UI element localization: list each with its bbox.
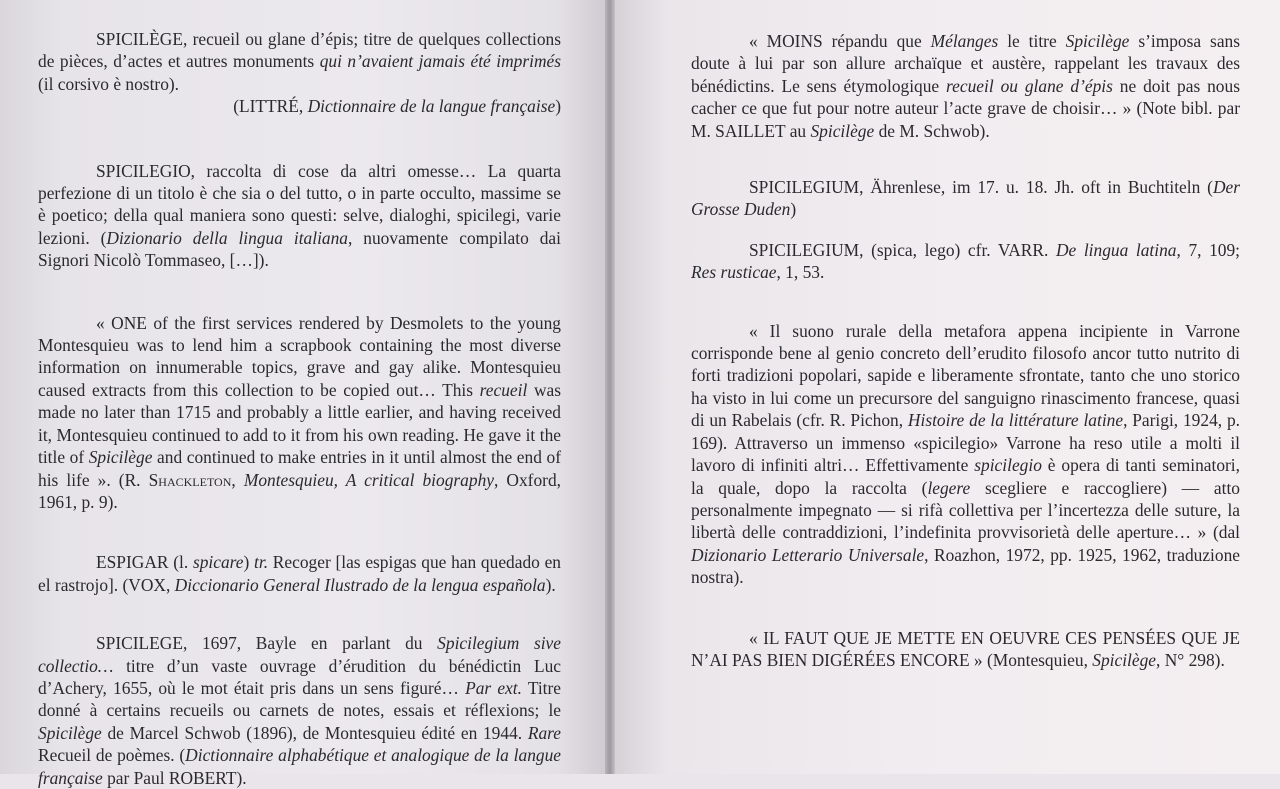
right-entry-spicilegium-varro: SPICILEGIUM, (spica, lego) cfr. VARR. De lingua latina, 7, 109; Res rusticae, 1, 53.: [691, 239, 1241, 283]
right-entry-spicilegium-duden: SPICILEGIUM, Ährenlese, im 17. u. 18. Jh. oft in Buchtiteln (Der Grosse Duden): [691, 177, 1240, 220]
right-entry-dizionario-letterario: « Il suono rurale della metafora appena incipiente in Varrone corrisponde bene al genio concreto dell’erudito filosofo ancor tutto nutrito di forti tradizioni popolari, sapide e liberamente sfrontate, tanto che uno storico ha visto in lui come un precursore del sanguigno rinascimento francese, quasi di un Rabelais (cfr. R. Pichon, Histoire de la littérature latine, Parigi, 1924, p. 169). Attraverso un immenso «spicilegio» Varrone ha reso utile a molti il lavoro di infiniti altri… Effettivamente spicilegio è opera di tanti seminatori, la quale, dopo la raccolta (legere scegliere e raccogliere) — atto personalmente impegnato — si rifà collettiva per l’incertezza delle suture, la libertà delle contraddizioni, l’indefinita provvisorietà delle aperture… » (dal Dizionario Letterario Universale, Roazhon, 1972, pp. 1925, 1962, traduzione nostra).: [691, 320, 1240, 588]
right-entry-montesquieu-quote: « IL FAUT QUE JE METTE EN OEUVRE CES PENSÉES QUE JE N’AI PAS BIEN DIGÉRÉES ENCORE » (Montesquieu, Spicilège, N° 298).: [691, 627, 1240, 670]
entry-attribution: (LITTRÉ, Dictionnaire de la langue française): [233, 96, 561, 117]
entry-head: ESPIGAR: [96, 552, 169, 573]
left-page: [0, 0, 605, 788]
entry-head: SPICILEGE,: [96, 633, 188, 654]
entry-head: SPICILEGIUM,: [749, 177, 864, 198]
right-page: [615, 0, 1280, 774]
book-gutter: [605, 0, 615, 774]
right-entry-saillet-note: « MOINS répandu que Mélanges le titre Spicilège s’imposa sans doute à lui par son allure archaïque et austère, rappelant les travaux des bénédictins. Le sens étymologique recueil ou glane d’épis ne doit pas nous cacher ce que fut pour notre auteur l’acte grave de choisir… » (Note bibl. par M. SAILLET au Spicilège de M. Schwob).: [691, 31, 1240, 141]
left-entry-spicilege-robert: SPICILEGE, 1697, Bayle en parlant du Spicilegium sive collectio… titre d’un vaste ouvrage d’érudition du bénédictin Luc d’Achery, 1655, où le mot était pris dans un sens figuré… Par ext. Titre donné à certains recueils ou carnets de notes, essais et réflexions; le Spicilège de Marcel Schwob (1896), de Montesquieu édité en 1944. Rare Recueil de poèmes. (Dictionnaire alphabétique et analogique de la langue française par Paul ROBERT).: [38, 633, 562, 788]
author-name: Shackleton: [148, 469, 232, 490]
left-entry-spicilegio-tommaseo: SPICILEGIO, raccolta di cose da altri omesse… La quarta perfezione di un titolo è che sia o del tutto, o in parte occulto, massime se è poetico; della qual maniera sono questi: selve, dialoghi, spicilegi, varie lezioni. (Dizionario della lingua italiana, nuovamente compilato dai Signori Nicolò Tommaseo, […]).: [38, 160, 561, 271]
entry-head: SPICILEGIUM,: [749, 239, 864, 260]
left-entry-espigar-vox: ESPIGAR (l. spicare) tr. Recoger [las espigas que han quedado en el rastrojo]. (VOX, Diccionario General Ilustrado de la lengua española).: [38, 552, 561, 595]
entry-head: SPICILEGIO,: [96, 160, 196, 181]
entry-head: SPICILÈGE,: [96, 29, 188, 49]
left-entry-shackleton-quote: « ONE of the first services rendered by Desmolets to the young Montesquieu was to lend him a scrapbook containing the most diverse information on innumerable topics, grave and gay alike. Montesquieu caused extracts from this collection to be copied out… This recueil was made no later than 1715 and probably a little earlier, and having received it, Montesquieu continued to add to it from his own reading. He gave it the title of Spicilège and continued to make entries in it until almost the end of his life ». (R. Shackleton, Montesquieu, A critical biography, Oxford, 1961, p. 9).: [38, 312, 561, 512]
left-entry-spicilege-littre: SPICILÈGE, recueil ou glane d’épis; titre de quelques collections de pièces, d’actes et autres monuments qui n’avaient jamais été imprimés (il corsivo è nostro). (LITTRÉ, Dictionnaire de la langue française): [38, 29, 561, 117]
